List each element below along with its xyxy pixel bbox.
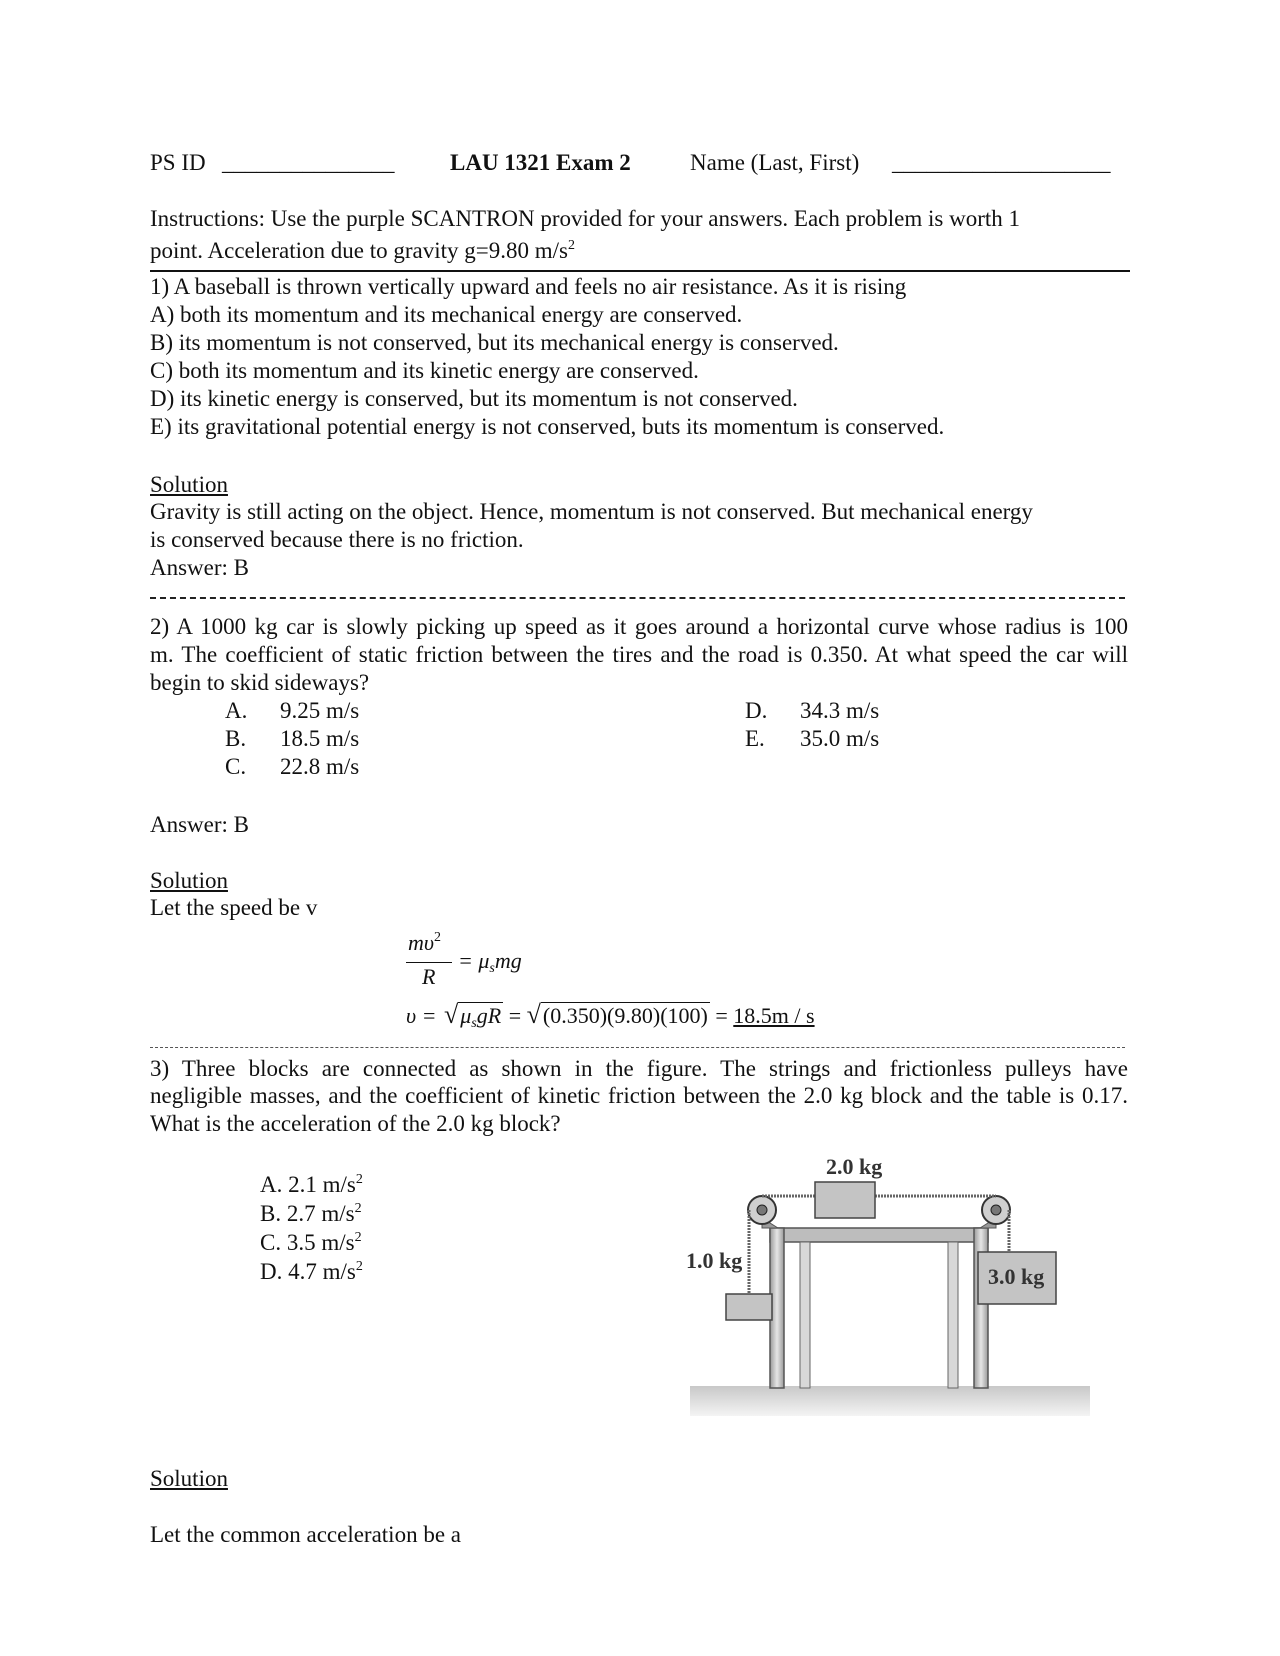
q3-stem-line2: negligible masses, and the coefficient of kinetic friction between the 2.0 kg block and the table is 0.17.: [150, 1083, 1128, 1108]
q1-option-c: C) both its momentum and its kinetic energy are conserved.: [150, 358, 699, 383]
q1-option-e: E) its gravitational potential energy is not conserved, buts its momentum is conserved.: [150, 414, 945, 439]
floor: [690, 1386, 1090, 1416]
q2-option-d-text: 34.3 m/s: [800, 698, 880, 723]
q3-option-d: D. 4.7 $m/s^2$: [260, 1259, 363, 1284]
name-label: Name (Last, First): [690, 150, 860, 175]
q2-eq1-numerator: $m\upsilon^2$: [408, 930, 441, 955]
table-inner-leg-left: [800, 1242, 810, 1388]
q3-option-b: B. 2.7 $m/s^2$: [260, 1201, 362, 1226]
pulley-right-hub: [991, 1205, 1001, 1215]
q2-option-d-letter: D.: [745, 698, 768, 723]
instructions-line2: point. Acceleration due to gravity g=9.80 $m/s^2$: [150, 238, 575, 263]
q2-eq2: $\upsilon = √\mu_sgR = √(0.350)(9.80)(100) = 18.5m / s$: [406, 1000, 815, 1031]
q2-option-c-letter: C.: [225, 754, 247, 779]
q3-stem-line3: What is the acceleration of the 2.0 kg block?: [150, 1111, 561, 1136]
q1-solution-line1: Gravity is still acting on the object. Hence, momentum is not conserved. But mechanical energy: [150, 499, 1033, 524]
three-blocks-diagram: [690, 1178, 1110, 1428]
q2-eq1-fraction-bar: [406, 962, 452, 963]
q2-stem-line3: begin to skid sideways?: [150, 670, 370, 695]
exam-title: LAU 1321 Exam 2: [450, 150, 631, 175]
q2-option-e-letter: E.: [745, 726, 765, 751]
three-blocks-figure: [686, 1154, 1110, 1428]
q3-solution-line1: Let the common acceleration be a: [150, 1522, 461, 1547]
q1-solution-label: Solution: [150, 472, 228, 497]
q2-solution-line1: Let the speed be v: [150, 895, 318, 920]
q3-option-a: A. 2.1 $m/s^2$: [260, 1172, 363, 1197]
q2-eq1-denominator: R: [422, 964, 436, 989]
separator-dashed-1: [150, 597, 1125, 599]
psid-label: PS ID: [150, 150, 206, 175]
q3-solution-label: Solution: [150, 1466, 228, 1491]
q2-eq2-result: 18.5m / s: [733, 1003, 815, 1028]
q2-option-e-text: 35.0 m/s: [800, 726, 880, 751]
sqrt-2: √(0.350)(9.80)(100): [526, 1000, 708, 1029]
sqrt-1: $√\mu_sgR$: [443, 1000, 502, 1031]
label-3kg: 3.0 kg: [988, 1264, 1045, 1289]
q1-option-d: D) its kinetic energy is conserved, but its momentum is not conserved.: [150, 386, 798, 411]
q2-answer: Answer: B: [150, 812, 250, 837]
q2-stem-line1: 2) A 1000 kg car is slowly picking up speed as it goes around a horizontal curve whose radius is 100: [150, 614, 1128, 639]
block-1kg: [726, 1294, 772, 1320]
q2-solution-label: Solution: [150, 868, 228, 893]
q1-answer: Answer: B: [150, 555, 250, 580]
pulley-left-hub: [757, 1205, 767, 1215]
q1-stem: 1) A baseball is thrown vertically upward and feels no air resistance. As it is rising: [150, 274, 907, 299]
q2-option-b-letter: B.: [225, 726, 247, 751]
q2-option-b-text: 18.5 m/s: [280, 726, 360, 751]
instructions-line1: Instructions: Use the purple SCANTRON provided for your answers. Each problem is worth 1: [150, 206, 1021, 231]
q1-option-b: B) its momentum is not conserved, but its mechanical energy is conserved.: [150, 330, 839, 355]
q1-option-a: A) both its momentum and its mechanical energy are conserved.: [150, 302, 743, 327]
q3-option-c: C. 3.5 $m/s^2$: [260, 1230, 362, 1255]
name-blank: ___________________: [892, 150, 1111, 175]
q2-option-a-letter: A.: [225, 698, 248, 723]
table-top: [770, 1228, 988, 1242]
q3-stem-line1: 3) Three blocks are connected as shown in the figure. The strings and frictionless pulleys have: [150, 1056, 1128, 1081]
psid-blank: _______________: [222, 150, 395, 175]
q2-stem-line2: m. The coefficient of static friction between the tires and the road is 0.350. At what speed the car will: [150, 642, 1128, 667]
block-2kg: [815, 1182, 875, 1218]
table-inner-leg-right: [948, 1242, 958, 1388]
q1-solution-line2: is conserved because there is no friction.: [150, 527, 524, 552]
label-1kg: 1.0 kg: [686, 1248, 743, 1273]
q2-eq1-rhs: = $\mu_smg$: [458, 948, 522, 976]
q2-option-c-text: 22.8 m/s: [280, 754, 360, 779]
label-2kg: 2.0 kg: [826, 1154, 883, 1179]
separator-dashed-2: [150, 1047, 1125, 1048]
q2-option-a-text: 9.25 m/s: [280, 698, 360, 723]
